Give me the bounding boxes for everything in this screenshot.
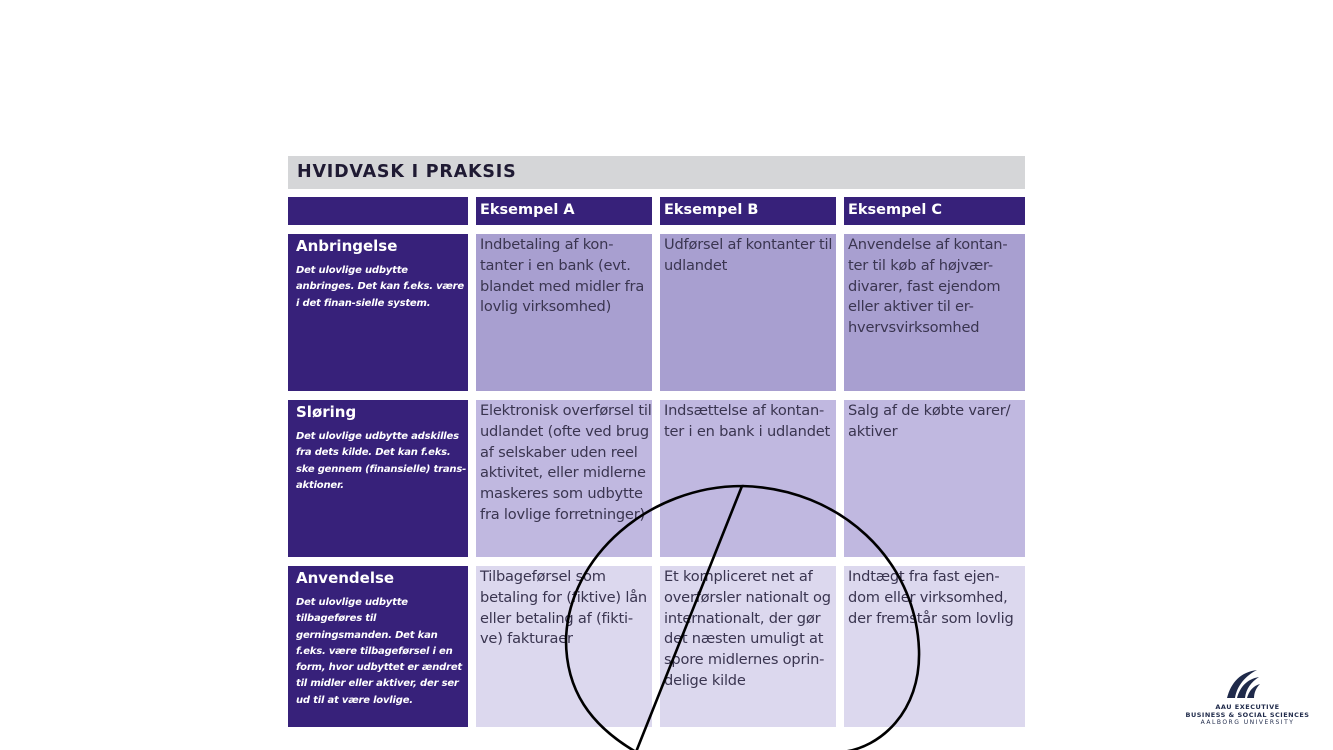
table-cell-anvendelse-c [844,566,1025,727]
cell-text: Udførsel af kontanter til udlandet [664,236,833,274]
row-header-anbringelse [288,234,468,391]
row-description: Det ulovlige udbytte anbringes. Det kan f.eks. være i det finan-sielle system. [296,265,464,309]
table-cell-anbringelse-a [476,234,652,391]
table-cell-anvendelse-a [476,566,652,727]
column-header-label: Eksempel B [664,202,759,218]
cell-text: Tilbageførsel som betaling for (fiktive) lån eller betaling af (fikti-ve) fakturaer [480,568,647,648]
table-cell-anvendelse-b [660,566,836,727]
table-cell-sloring-b [660,400,836,557]
table-cell-sloring-c [844,400,1025,557]
table-cell-anbringelse-c [844,234,1025,391]
column-header-a [476,197,652,225]
table-title-bar [288,156,1025,189]
cell-text: Indsættelse af kontan-ter i en bank i udlandet [664,402,831,440]
column-header-b [660,197,836,225]
cell-text: Elektronisk overførsel til udlandet (ofte ved brug af selskaber uden reel aktivitet, eller midlerne maskeres som udbytte fra lovlige forretninger) [480,402,652,523]
logo-text-line-3: AALBORG UNIVERSITY [1200,719,1295,726]
aau-logo-icon [1223,668,1263,700]
row-title: Anbringelse [296,237,398,255]
row-title: Anvendelse [296,569,395,587]
row-description: Det ulovlige udbytte adskilles fra dets kilde. Det kan f.eks. ske gennem (finansielle) trans-aktioner. [296,431,467,491]
cell-text: Anvendelse af kontan-ter til køb af højvær-divarer, fast ejendom eller aktiver til er-hvervsvirksomhed [848,236,1008,337]
row-header-sloring [288,400,468,557]
column-header-label: Eksempel C [848,202,942,218]
cell-text: Salg af de købte varer/ aktiver [848,402,1011,440]
table-cell-sloring-a [476,400,652,557]
cell-text: Indtægt fra fast ejen-dom eller virksomhed, der fremstår som lovlig [848,568,1014,627]
row-header-anvendelse [288,566,468,727]
cell-text: Indbetaling af kon-tanter i en bank (evt. blandet med midler fra lovlig virksomhed) [480,236,645,316]
row-title: Sløring [296,403,357,421]
cell-text: Et kompliceret net af overførsler nationalt og internationalt, der gør det næsten umuligt at spore midlernes oprin-delige kilde [664,568,831,689]
table-cell-anbringelse-b [660,234,836,391]
header-corner-cell [288,197,468,225]
row-description: Det ulovlige udbytte tilbageføres til gerningsmanden. Det kan f.eks. være tilbageførsel i en form, hvor udbyttet er ændret til midler eller aktiver, der ser ud til at være lovlige. [296,597,462,706]
column-header-c [844,197,1025,225]
logo-text-line-2: BUSINESS & SOCIAL SCIENCES [1185,711,1310,719]
table-title: HVIDVASK I PRAKSIS [297,162,517,182]
column-header-label: Eksempel A [480,202,575,218]
aau-logo [1175,668,1320,730]
logo-text-line-1: AAU EXECUTIVE [1215,703,1280,711]
